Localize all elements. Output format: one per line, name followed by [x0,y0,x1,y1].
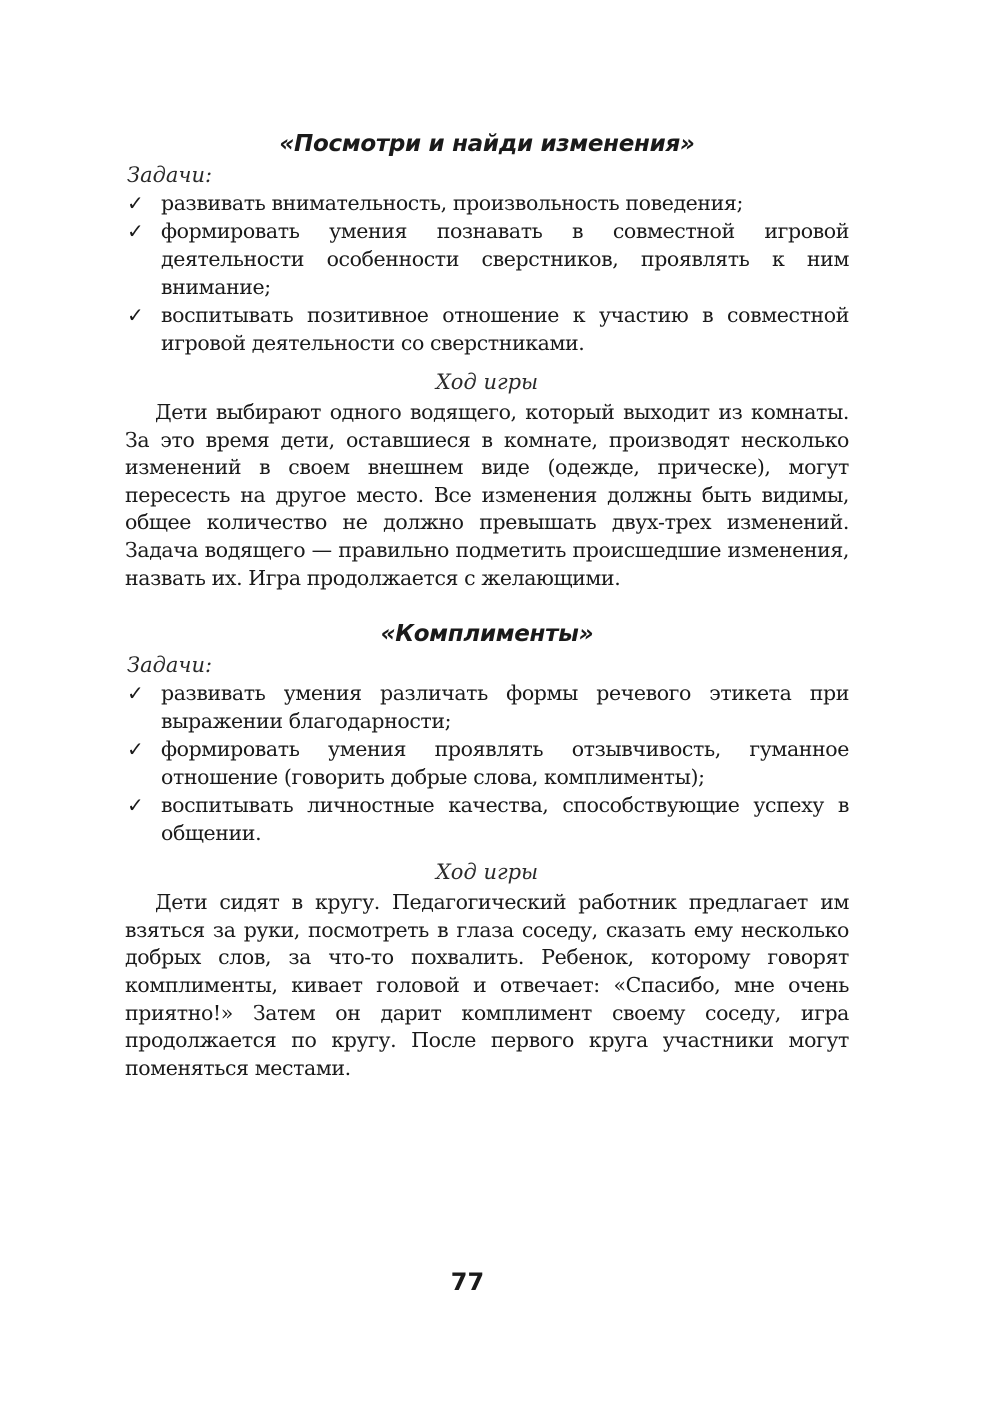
page-content [125,120,849,1104]
checkmark-icon: ✓ [127,793,144,818]
task-text: формировать умения познавать в совместной игровой деятельности особенности сверстников, проявлять к ним внимание; [161,219,849,299]
task-item [125,217,849,301]
page-number: 77 [450,1268,485,1296]
course-heading: Ход игры [435,370,539,394]
section-find-changes [125,126,849,592]
task-text: развивать внимательность, произвольность поведения; [161,191,743,215]
tasks-list [125,679,849,847]
task-item [125,189,849,217]
task-text: воспитывать позитивное отношение к участию в совместной игровой деятельности со сверстниками. [161,303,849,355]
tasks-list [125,189,849,357]
course-heading: Ход игры [435,860,539,885]
checkmark-icon: ✓ [127,737,144,762]
tasks-label: Задачи: [127,653,213,678]
task-text: формировать умения проявлять отзывчивость, гуманное отношение (говорить добрые слова, комплименты); [161,737,849,790]
course-text: Дети выбирают одного водящего, который выходит из комнаты. За это время дети, оставшиеся в комнате, производят несколько изменений в своем внешнем виде (одежде, прическе), могут пересесть на другое место. Все изменения должны быть видимы, общее количество не должно превышать двух-трех изменений. Задача водящего — правильно подметить происшедшие изменения, назвать их. Игра продолжается с желающими. [125,400,849,590]
checkmark-icon: ✓ [127,303,144,327]
task-item [125,679,849,735]
task-item [125,735,849,791]
task-item [125,301,849,357]
course-text: Дети сидят в кругу. Педагогический работник предлагает им взяться за руки, посмотреть в глаза соседу, сказать ему несколько добрых слов, за что-то похвалить. Ребенок, которому говорят комплименты, кивает головой и отвечает: «Спасибо, мне очень приятно!» Затем он дарит комплимент своему соседу, игра продолжается по кругу. После первого круга участники могут поменяться местами. [125,890,849,1080]
checkmark-icon: ✓ [127,681,144,706]
checkmark-icon: ✓ [127,219,144,243]
checkmark-icon: ✓ [127,191,144,215]
task-text: воспитывать личностные качества, способствующие успеху в общении. [161,793,849,846]
tasks-label: Задачи: [127,163,213,187]
section-compliments [125,616,849,1082]
section-title: «Посмотри и найди изменения» [279,131,695,157]
task-text: развивать умения различать формы речевого этикета при выражении благодарности; [161,681,849,734]
section-title: «Комплименты» [380,621,594,648]
task-item [125,791,849,847]
